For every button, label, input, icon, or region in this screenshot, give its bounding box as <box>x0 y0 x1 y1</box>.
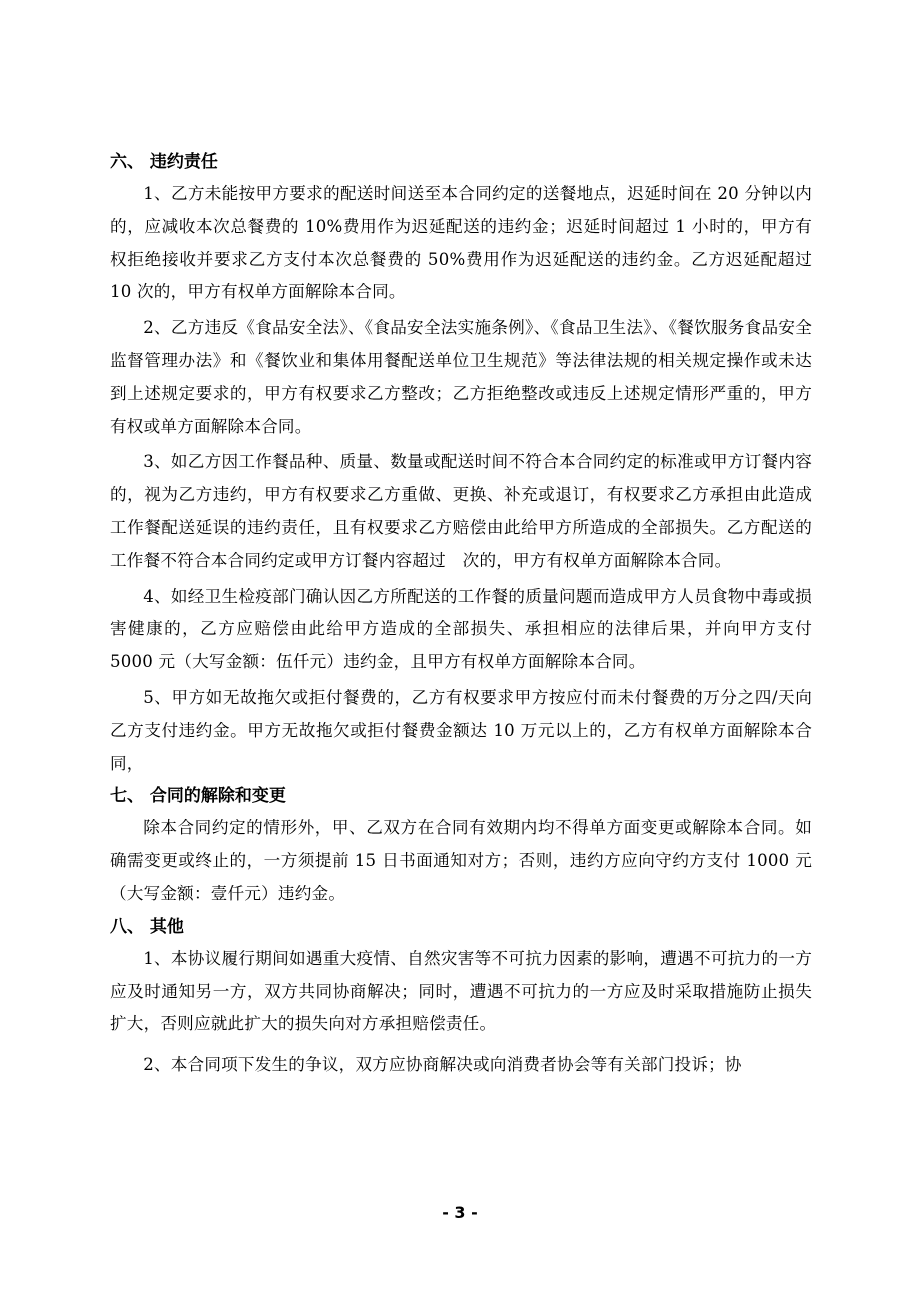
section-heading-breach-liability: 六、 违约责任 <box>110 152 218 172</box>
section-heading-other: 八、 其他 <box>110 916 184 937</box>
paragraph-food-safety-violation: 2、乙方违反《食品安全法》、《食品安全法实施条例》、《食品卫生法》、《餐饮服务食品安全监督管理办法》和《餐饮业和集体用餐配送单位卫生规范》等法律法规的相关规定操作或未达到上述规定要求的，甲方有权要求乙方整改；乙方拒绝整改或违反上述规定情形严重的，甲方有权或单方面解除本合同。 <box>110 318 812 436</box>
paragraph-dispute-resolution: 2、本合同项下发生的争议，双方应协商解决或向消费者协会等有关部门投诉；协 <box>143 1055 742 1075</box>
paragraph-payment-default: 5、甲方如无故拖欠或拒付餐费的，乙方有权要求甲方按应付而未付餐费的万分之四/天向乙方支付违约金。甲方无故拖欠或拒付餐费金额达 10 万元以上的，乙方有权单方面解除本合同， <box>110 687 812 773</box>
contract-body <box>110 150 812 1085</box>
paragraph-food-poisoning: 4、如经卫生检疫部门确认因乙方所配送的工作餐的质量问题而造成甲方人员食物中毒或损害健康的，乙方应赔偿由此给甲方造成的全部损失、承担相应的法律后果，并向甲方支付 5000 元（大写金额：伍仟元）违约金，且甲方有权单方面解除本合同。 <box>110 586 812 672</box>
paragraph-late-delivery: 1、乙方未能按甲方要求的配送时间送至本合同约定的送餐地点，迟延时间在 20 分钟以内的，应减收本次总餐费的 10%费用作为迟延配送的违约金；迟延时间超过 1 小时的，甲方有权拒绝接收并要求乙方支付本次总餐费的 50%费用作为迟延配送的违约金。乙方迟延配超过 10 次的，甲方有权单方面解除本合同。 <box>110 184 812 302</box>
page-number: - 3 - <box>442 1203 478 1222</box>
paragraph-termination-terms: 除本合同约定的情形外，甲、乙双方在合同有效期内均不得单方面变更或解除本合同。如确需变更或终止的，一方须提前 15 日书面通知对方；否则，违约方应向守约方支付 1000 元（大写金额：壹仟元）违约金。 <box>110 818 812 903</box>
paragraph-nonconforming-meals: 3、如乙方因工作餐品种、质量、数量或配送时间不符合本合同约定的标准或甲方订餐内容的，视为乙方违约，甲方有权要求乙方重做、更换、补充或退订，有权要求乙方承担由此造成工作餐配送延误的违约责任，且有权要求乙方赔偿由此给甲方所造成的全部损失。乙方配送的工作餐不符合本合同约定或甲方订餐内容超过 次的，甲方有权单方面解除本合同。 <box>110 452 812 570</box>
paragraph-force-majeure: 1、本协议履行期间如遇重大疫情、自然灾害等不可抗力因素的影响，遭遇不可抗力的一方应及时通知另一方，双方共同协商解决；同时，遭遇不可抗力的一方应及时采取措施防止损失扩大，否则应就此扩大的损失向对方承担赔偿责任。 <box>110 948 812 1034</box>
section-heading-termination-change: 七、 合同的解除和变更 <box>110 786 286 807</box>
